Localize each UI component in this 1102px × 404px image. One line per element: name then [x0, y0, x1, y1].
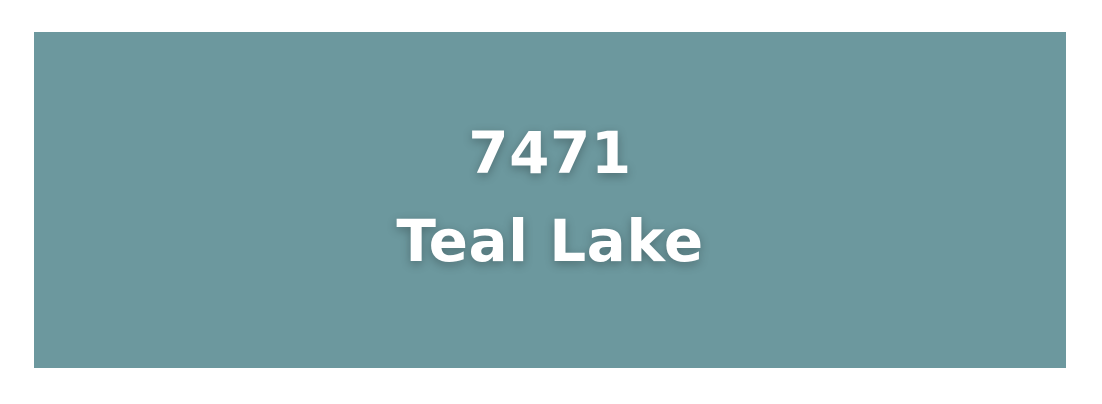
swatch-name: Teal Lake [396, 207, 704, 275]
swatch-code: 7471 [468, 119, 632, 187]
color-swatch-card [34, 32, 1066, 368]
